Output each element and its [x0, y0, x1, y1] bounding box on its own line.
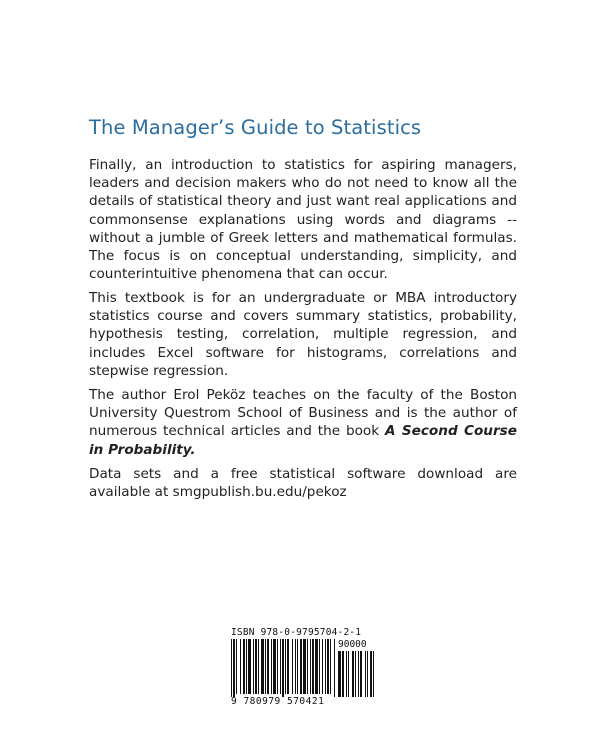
author-bio-text: The author Erol Peköz teaches on the faculty of the Boston University Questrom School of Business and is the author of numerous technical articles and the book: [89, 387, 517, 440]
barcode-stripe: [261, 639, 264, 694]
barcode-stripe: [280, 639, 281, 694]
barcode-stripe: [231, 639, 232, 697]
ean-digits: 9 780979 570421: [231, 696, 325, 707]
barcode-stripe: [236, 639, 237, 694]
addon-stripe: [367, 651, 368, 697]
barcode-stripe: [312, 639, 314, 694]
barcode-stripe: [310, 639, 311, 694]
barcode-stripe: [258, 639, 259, 694]
addon-stripe: [358, 651, 359, 697]
barcode-stripe: [255, 639, 257, 694]
barcode-stripe: [307, 639, 308, 694]
barcode-stripe: [243, 639, 245, 694]
addon-stripe: [348, 651, 349, 697]
addon-stripe: [370, 651, 372, 697]
book-reference: A Second Course in Probability.: [89, 423, 517, 458]
barcode-stripe: [273, 639, 276, 694]
addon-stripe: [342, 651, 344, 697]
barcode-stripe: [267, 639, 269, 694]
barcode-stripe: [330, 639, 331, 694]
description-paragraph-intro: Finally, an introduction to statistics for aspiring managers, leaders and decision makers who do not need to know all the details of statistical theory and just want real applications and commonsense explanations using words and diagrams -- without a jumble of Greek letters and mathematical formulas. The focus is on conceptual understanding, simplicity, and counterintuitive phenomena that can occur.: [89, 157, 517, 283]
barcode-stripe: [300, 639, 302, 694]
barcode-stripe: [287, 639, 289, 694]
book-title: The Manager’s Guide to Statistics: [89, 116, 422, 139]
barcode-stripe: [253, 639, 254, 694]
author-paragraph: [89, 386, 517, 459]
barcode-stripe: [246, 639, 247, 694]
barcode-stripe: [265, 639, 266, 694]
barcode-stripe: [285, 639, 286, 694]
addon-stripe: [346, 651, 347, 697]
addon-stripe: [338, 651, 341, 697]
barcode-stripe: [334, 639, 335, 697]
barcode-stripe: [248, 639, 251, 694]
barcode-stripe: [271, 639, 272, 694]
description-paragraph-course: This textbook is for an undergraduate or MBA introductory statistics course and covers summary statistics, probability, hypothesis testing, correlation, multiple regression, and includes Excel software for histograms, correlations and stepwise regression.: [89, 290, 517, 379]
barcode-stripe: [322, 639, 323, 694]
isbn-label: ISBN 978-0-9795704-2-1: [231, 627, 362, 638]
addon-stripe: [355, 651, 356, 697]
isbn-barcode: [231, 627, 377, 709]
barcode-stripe: [325, 639, 326, 694]
addon-stripe: [352, 651, 354, 697]
barcode-stripe: [303, 639, 306, 694]
barcode-stripe: [292, 639, 293, 694]
barcode-stripe: [277, 639, 278, 694]
addon-stripe: [365, 651, 366, 697]
barcode-stripe: [233, 639, 235, 697]
data-sets-paragraph: Data sets and a free statistical software download are available at smgpublish.bu.edu/pekoz: [89, 466, 517, 501]
barcode-stripe: [327, 639, 329, 694]
addon-stripe: [360, 651, 362, 697]
barcode-stripe: [295, 639, 296, 694]
barcode-stripe: [319, 639, 320, 694]
barcode-stripe: [297, 639, 298, 694]
barcode-stripe: [240, 639, 241, 694]
addon-digits: 90000: [338, 639, 367, 650]
barcode-stripe: [282, 639, 284, 697]
addon-stripe: [373, 651, 374, 697]
barcode-stripe: [315, 639, 318, 694]
